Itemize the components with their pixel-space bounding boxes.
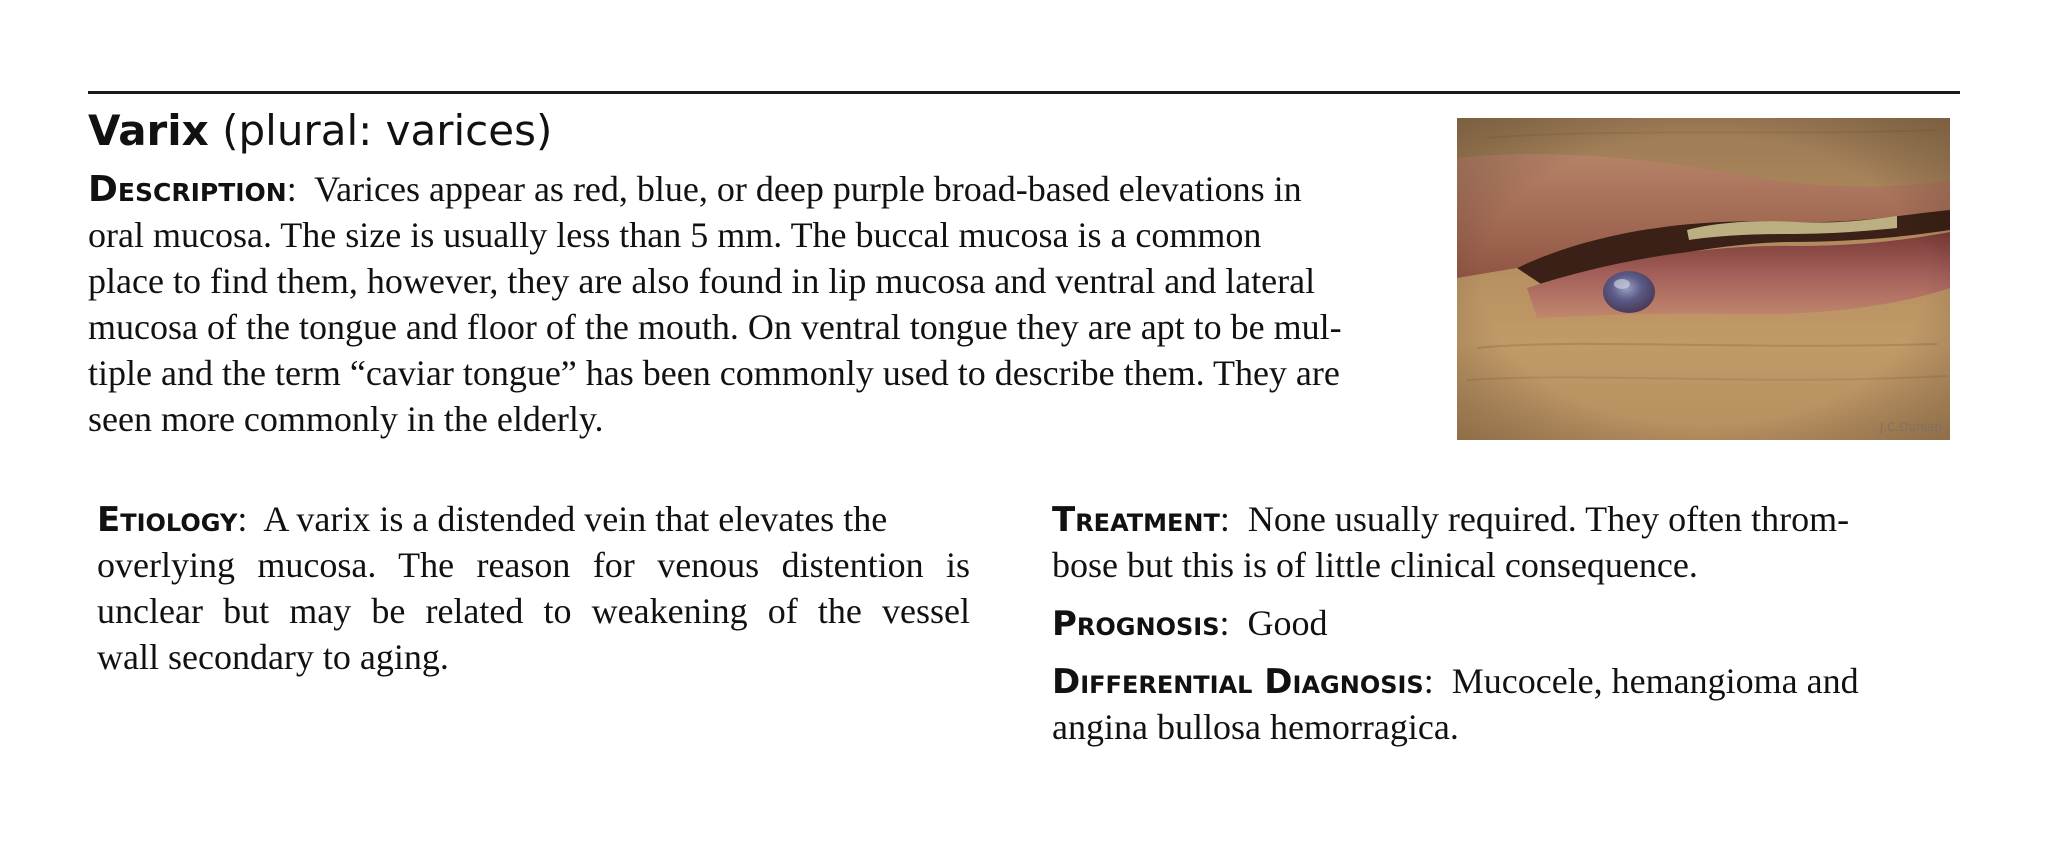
etiology-line: unclear but may be related to weakening of the vessel <box>97 591 970 631</box>
description-text: Varices appear as red, blue, or deep purple broad-based elevations in <box>296 169 1302 209</box>
description-label: Description <box>88 169 287 210</box>
prognosis-section <box>1052 600 1922 646</box>
differential-line: angina bullosa hemorragica. <box>1052 707 1459 747</box>
photo-credit: J.C.Dunlap <box>1879 420 1942 434</box>
description-line: mucosa of the tongue and floor of the mouth. On ventral tongue they are apt to be mul- <box>88 307 1342 347</box>
description-line: Description: Varices appear as red, blue, or deep purple broad-based elevations in <box>88 169 1302 210</box>
treatment-line: bose but this is of little clinical consequence. <box>1052 545 1698 585</box>
differential-diagnosis-section <box>1052 658 1922 750</box>
etiology-text: A varix is a distended vein that elevates the <box>247 499 888 539</box>
treatment-section <box>1052 496 1922 588</box>
differential-text: Mucocele, hemangioma and <box>1433 661 1859 701</box>
top-rule <box>88 91 1960 94</box>
description-section <box>88 166 1448 442</box>
page-title <box>88 104 552 158</box>
description-line: place to find them, however, they are also found in lip mucosa and ventral and lateral <box>88 261 1316 301</box>
title-sub: (plural: varices) <box>208 106 553 155</box>
etiology-line: overlying mucosa. The reason for venous distention is <box>97 545 970 585</box>
treatment-label: Treatment <box>1052 500 1220 540</box>
etiology-line: Etiology: A varix is a distended vein that elevates the <box>97 499 888 540</box>
etiology-section <box>97 496 970 680</box>
title-main: Varix <box>88 106 209 155</box>
lip-varix-photo <box>1457 118 1950 440</box>
differential-label: Differential Diagnosis <box>1052 662 1424 702</box>
prognosis-text: Good <box>1229 603 1328 643</box>
prognosis-label: Prognosis <box>1052 604 1220 644</box>
etiology-line: wall secondary to aging. <box>97 637 449 677</box>
photo-illustration <box>1457 118 1950 440</box>
description-line: seen more commonly in the elderly. <box>88 399 604 439</box>
description-line: oral mucosa. The size is usually less than 5 mm. The buccal mucosa is a common <box>88 215 1262 255</box>
treatment-text: None usually required. They often throm- <box>1229 499 1850 539</box>
right-column <box>1052 496 1922 750</box>
differential-line: Differential Diagnosis: Mucocele, hemangioma and <box>1052 661 1859 702</box>
description-line: tiple and the term “caviar tongue” has been commonly used to describe them. They are <box>88 353 1340 393</box>
etiology-label: Etiology <box>97 500 238 540</box>
treatment-line: Treatment: None usually required. They often throm- <box>1052 499 1850 540</box>
prognosis-line: Prognosis: Good <box>1052 603 1328 644</box>
